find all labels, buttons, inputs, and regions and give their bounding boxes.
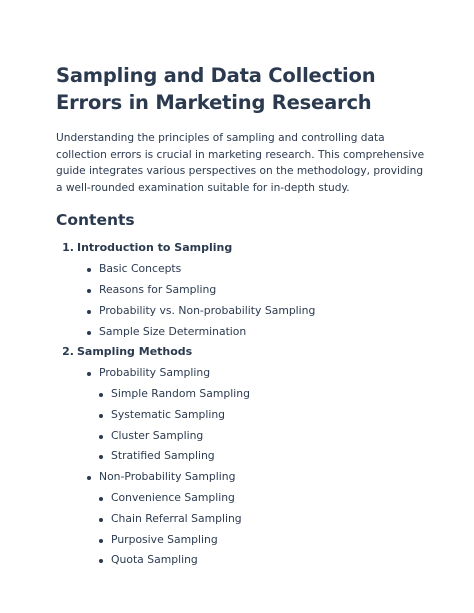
bullet-icon [87, 331, 91, 335]
list-item-label: Probability Sampling [99, 366, 211, 380]
list-item-label: Basic Concepts [99, 262, 182, 276]
bullet-icon [99, 559, 103, 563]
list-item-label: Systematic Sampling [111, 407, 226, 421]
list-item [77, 259, 428, 280]
list-item [77, 426, 428, 447]
bullet-icon [99, 455, 103, 459]
toc-sublist [77, 259, 428, 342]
list-item [77, 446, 428, 467]
toc-section-number: 2. [62, 345, 74, 359]
list-item [77, 405, 428, 426]
contents-heading: Contents [56, 211, 135, 230]
list-item-label: Stratified Sampling [111, 449, 215, 463]
bullet-icon [99, 414, 103, 418]
bullet-icon [99, 518, 103, 522]
list-item-label: Simple Random Sampling [111, 386, 250, 400]
list-item-label: Sample Size Determination [99, 324, 247, 338]
toc-section-label: Introduction to Sampling [77, 241, 233, 255]
toc-section-label: Sampling Methods [77, 345, 193, 359]
list-item-label: Quota Sampling [111, 553, 198, 567]
list-item [77, 530, 428, 551]
list-item [77, 322, 428, 343]
list-item-label: Chain Referral Sampling [111, 511, 242, 525]
bullet-icon [99, 435, 103, 439]
document-page [56, 62, 428, 571]
table-of-contents [56, 238, 428, 571]
page-title: Sampling and Data Collection Errors in Marketing Research [56, 64, 376, 114]
list-item-label: Probability vs. Non-probability Sampling [99, 303, 316, 317]
list-item-label: Purposive Sampling [111, 532, 218, 546]
list-item [77, 509, 428, 530]
list-item-label: Convenience Sampling [111, 490, 235, 504]
toc-section-introduction [56, 238, 428, 342]
list-item-label: Cluster Sampling [111, 428, 204, 442]
list-item [77, 550, 428, 571]
bullet-icon [87, 289, 91, 293]
list-item [77, 280, 428, 301]
toc-section-sampling-methods [56, 342, 428, 571]
bullet-icon [87, 268, 91, 272]
bullet-icon [99, 393, 103, 397]
list-item-group [77, 467, 428, 488]
toc-sublist [77, 363, 428, 571]
toc-section-number: 1. [62, 241, 74, 255]
bullet-icon [87, 310, 91, 314]
list-item-label: Reasons for Sampling [99, 282, 217, 296]
toc-section-heading [62, 238, 428, 259]
bullet-icon [99, 497, 103, 501]
list-item [77, 488, 428, 509]
bullet-icon [87, 476, 91, 480]
list-item-group [77, 363, 428, 384]
list-item-label: Non-Probability Sampling [99, 470, 236, 484]
list-item [77, 301, 428, 322]
bullet-icon [99, 539, 103, 543]
toc-section-heading [62, 342, 428, 363]
intro-paragraph: Understanding the principles of sampling and controlling data collection errors is crucial in marketing research. This comprehensive guide integrates various perspectives on the methodology, providing a well-rounded examination suitable for in-depth study. [56, 132, 425, 194]
bullet-icon [87, 372, 91, 376]
list-item [77, 384, 428, 405]
